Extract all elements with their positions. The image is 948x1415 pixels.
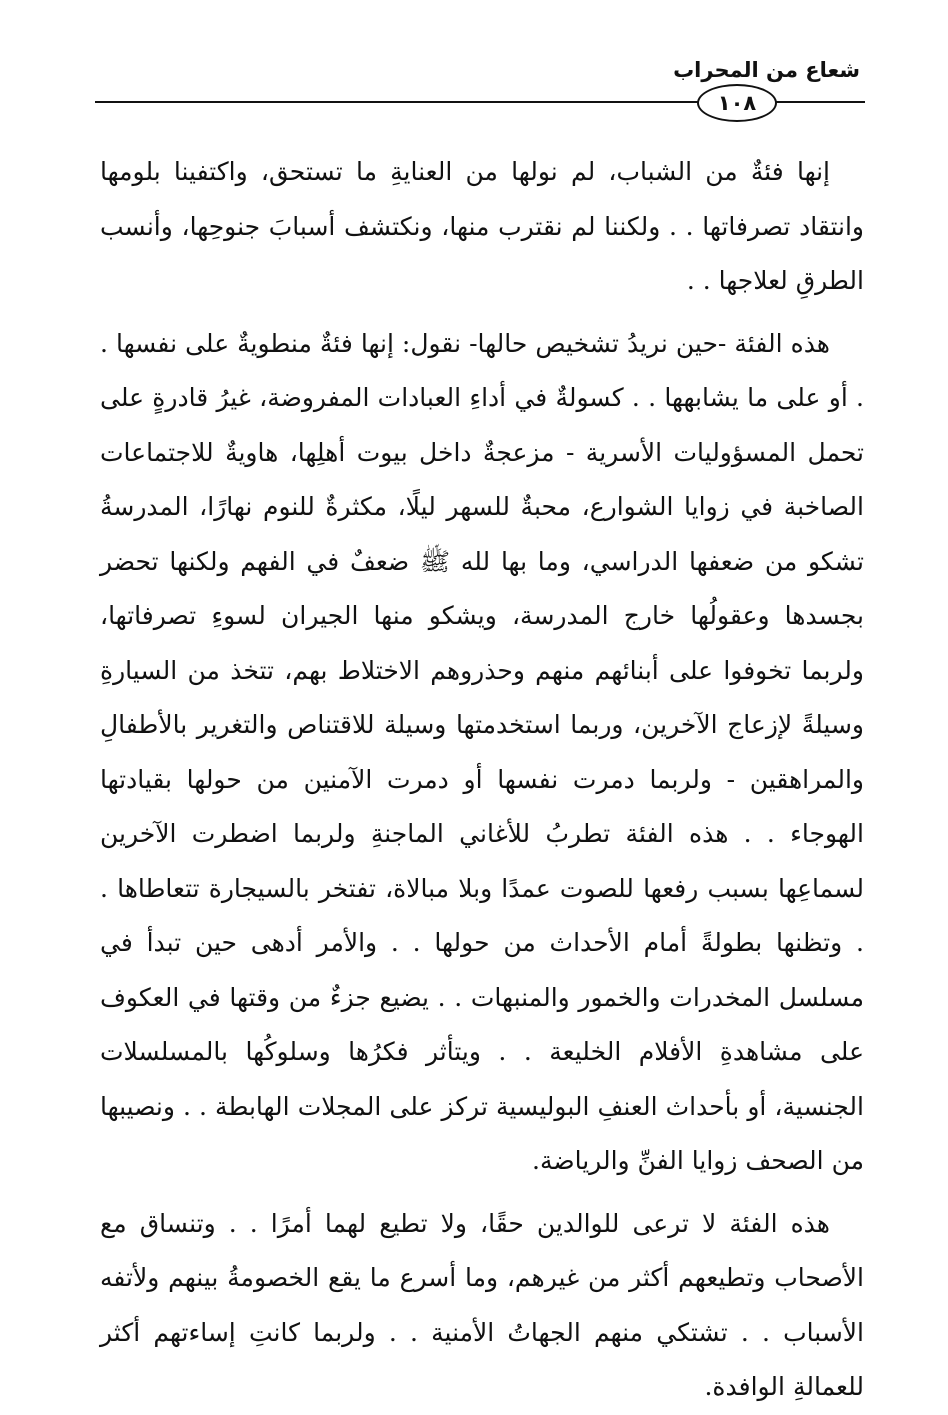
paragraph-2: هذه الفئة -حين نريدُ تشخيص حالها- نقول: إنها فئةٌ منطويةٌ على نفسها . . أو على ما يشابهها . . كسولةٌ في أداءِ العبادات المفروضة، غيرُ قادرةٍ على تحمل المسؤوليات الأسرية - مزعجةٌ داخل بيوت أهلِها، هاويةٌ للاجتماعات الصاخبة في زوايا الشوارع، محبةٌ للسهر ليلًا، مكثرةٌ للنوم نهارًا، المدرسةُ تشكو من ضعفها الدراسي، وما بها لله ﷺ ضعفٌ في الفهم ولكنها تحضر بجسدها وعقولُها خارج المدرسة، ويشكو منها الجيران لسوءِ تصرفاتها، ولربما تخوفوا على أبنائهم منهم وحذروهم الاختلاط بهم، تتخذ من السيارةِ وسيلةً لإزعاج الآخرين، وربما استخدمتها وسيلة للاقتناص والتغرير بالأطفالِ والمراهقين - ولربما دمرت نفسها أو دمرت الآمنين من حولها بقيادتها الهوجاء . . هذه الفئة تطربُ للأغاني الماجنةِ ولربما اضطرت الآخرين لسماعِها بسبب رفعها للصوت عمدًا وبلا مبالاة، تفتخر بالسيجارة تتعاطاها . . وتظنها بطولةً أمام الأحداث من حولها . . والأمر أدهى حين تبدأ في مسلسل المخدرات والخمور والمنبهات . . يضيع جزءٌ من وقتها في العكوف على مشاهدةِ الأفلام الخليعة . . ويتأثر فكرُها وسلوكُها بالمسلسلات الجنسية، أو بأحداث العنفِ البوليسية تركز على المجلات الهابطة . . ونصيبها من الصحف زوايا الفنِّ والرياضة. xyxy=(100,328,864,1175)
paragraph-3: هذه الفئة لا ترعى للوالدين حقًا، ولا تطيع لهما أمرًا . . وتنساق مع الأصحاب وتطيعهم أكثر من غيرهم، وما أسرع ما يقع الخصومةُ بينهم ولأتفه الأسباب . . تشتكي منهم الجهاتُ الأمنية . . ولربما كانتِ إساءتهم أكثر للعمالةِ الوافدة. xyxy=(100,1208,864,1401)
body-text xyxy=(100,145,864,1415)
paragraph-1: إنها فئةٌ من الشباب، لم نولها من العنايةِ ما تستحق، واكتفينا بلومها وانتقاد تصرفاتها . . ولكننا لم نقترب منها، ونكتشف أسبابَ جنوحِها، وأنسب الطرقِ لعلاجها . . xyxy=(100,157,864,295)
page-number: ١٠٨ xyxy=(697,84,777,122)
running-title: شعاع من المحراب xyxy=(673,58,860,82)
